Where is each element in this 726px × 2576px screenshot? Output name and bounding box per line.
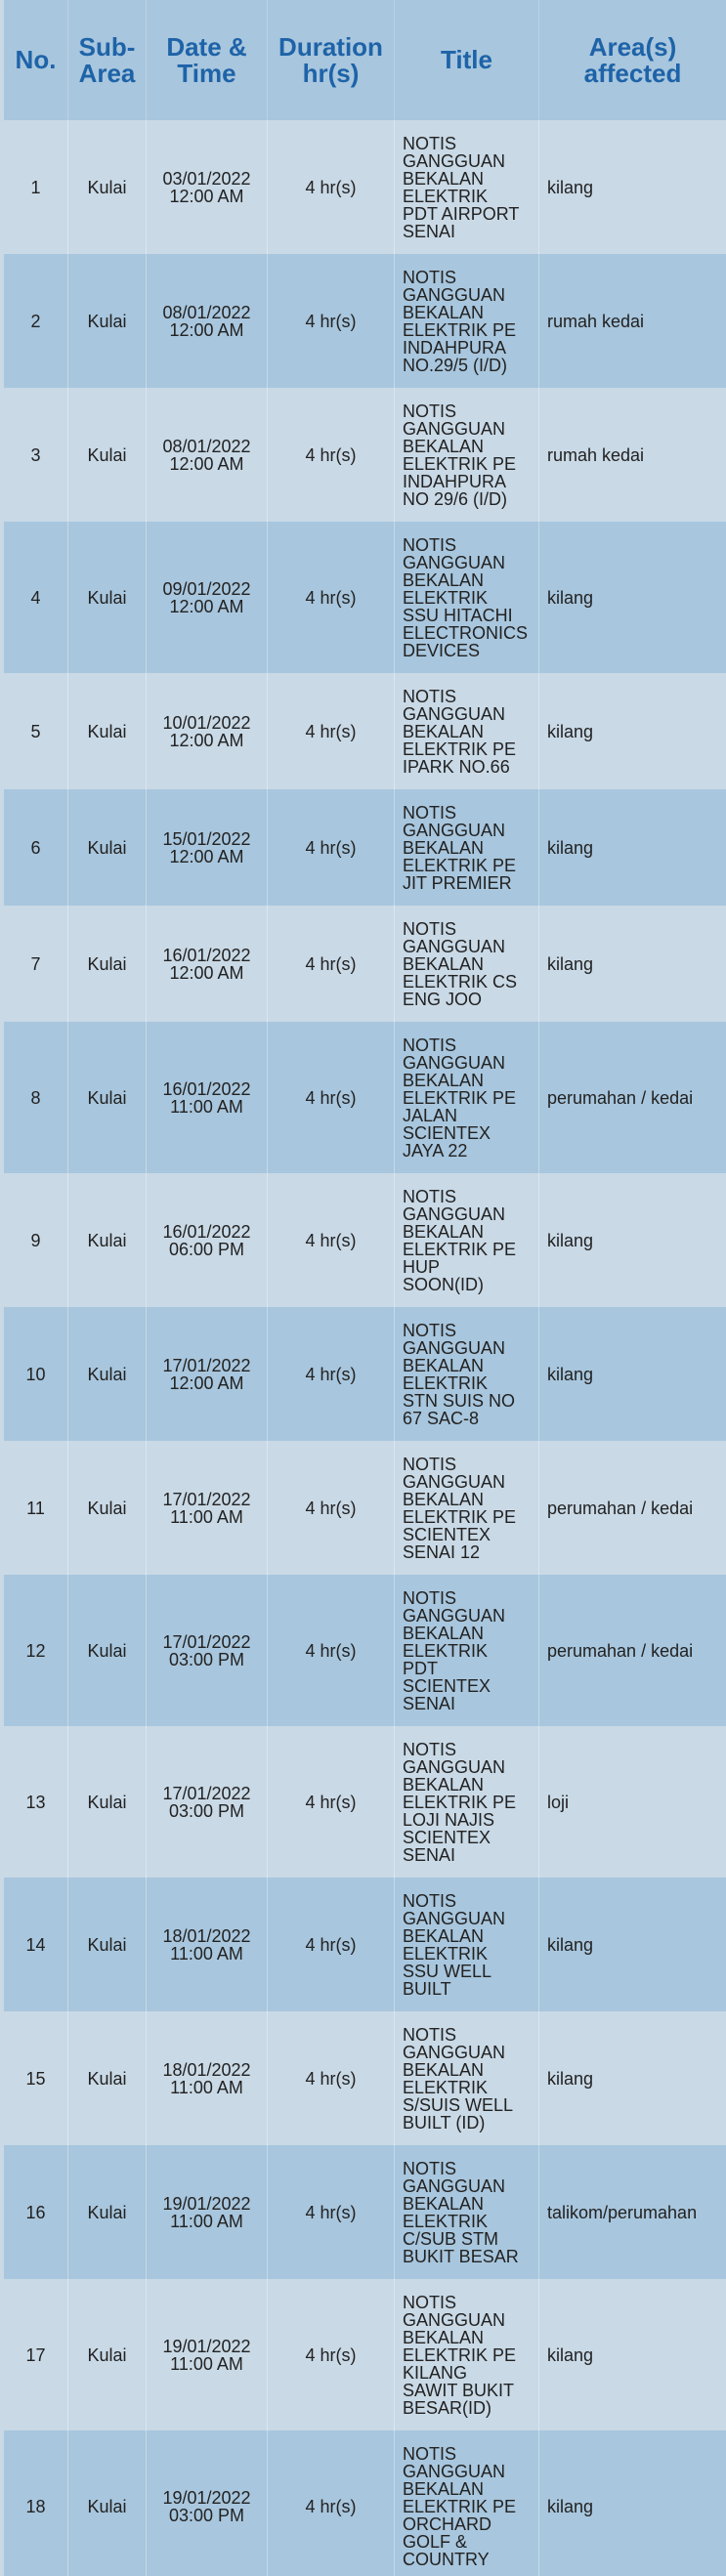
cell-date-time — [147, 254, 268, 388]
cell-area-affected: loji — [547, 1792, 570, 1812]
cell-time: 03:00 PM — [168, 1800, 245, 1821]
table-row — [4, 2279, 726, 2430]
table-row — [4, 120, 726, 254]
cell-duration: 4 hr(s) — [268, 2011, 395, 2145]
cell-area-affected: rumah kedai — [547, 444, 645, 465]
cell-sub-area: Kulai — [68, 2279, 147, 2430]
cell-date: 16/01/2022 — [162, 1078, 251, 1099]
table-row — [4, 388, 726, 522]
outage-table — [4, 0, 726, 2576]
cell-no: 9 — [4, 1173, 68, 1307]
cell-date: 17/01/2022 — [162, 1355, 251, 1375]
cell-duration: 4 hr(s) — [268, 120, 395, 254]
cell-area-affected: kilang — [547, 2496, 594, 2516]
cell-date-time — [147, 1726, 268, 1878]
cell-no: 3 — [4, 388, 68, 522]
cell-area-affected: kilang — [547, 2344, 594, 2365]
cell-area-affected: perumahan / kedai — [547, 1640, 694, 1661]
cell-sub-area: Kulai — [68, 120, 147, 254]
cell-no: 10 — [4, 1307, 68, 1441]
cell-date-time — [147, 1878, 268, 2011]
cell-time: 12:00 AM — [169, 730, 244, 750]
cell-area-affected: kilang — [547, 1934, 594, 1955]
cell-no: 7 — [4, 906, 68, 1022]
cell-area-affected: rumah kedai — [547, 311, 645, 331]
cell-title: NOTIS GANGGUAN BEKALAN ELEKTRIK PE HUP SOON(ID) — [395, 1173, 539, 1307]
cell-time: 11:00 AM — [170, 1943, 243, 1964]
cell-title: NOTIS GANGGUAN BEKALAN ELEKTRIK PE LOJI NAJIS SCIENTEX SENAI — [395, 1726, 539, 1878]
header-date-time: Date & Time — [147, 0, 268, 120]
cell-duration: 4 hr(s) — [268, 906, 395, 1022]
cell-area-affected: kilang — [547, 587, 594, 608]
cell-sub-area: Kulai — [68, 1441, 147, 1575]
cell-time: 11:00 AM — [170, 1506, 243, 1527]
cell-date: 09/01/2022 — [162, 578, 251, 599]
table-header — [4, 0, 726, 120]
cell-area-affected: kilang — [547, 721, 594, 741]
cell-no: 18 — [4, 2430, 68, 2576]
table-body — [4, 120, 726, 2576]
header-sub-area: Sub- Area — [68, 0, 147, 120]
cell-no: 14 — [4, 1878, 68, 2011]
cell-title: NOTIS GANGGUAN BEKALAN ELEKTRIK CS ENG JOO — [395, 906, 539, 1022]
cell-area-affected: kilang — [547, 1364, 594, 1384]
cell-area-affected: kilang — [547, 953, 594, 974]
header-no: No. — [4, 0, 68, 120]
cell-title: NOTIS GANGGUAN BEKALAN ELEKTRIK PE JIT PREMIER — [395, 789, 539, 906]
header-title: Title — [395, 0, 539, 120]
cell-date-time — [147, 388, 268, 522]
cell-no: 1 — [4, 120, 68, 254]
table-row — [4, 1173, 726, 1307]
cell-date-time — [147, 673, 268, 789]
cell-area-affected: kilang — [547, 177, 594, 197]
cell-no: 2 — [4, 254, 68, 388]
cell-no: 16 — [4, 2145, 68, 2279]
cell-date-time — [147, 2279, 268, 2430]
cell-time: 12:00 AM — [169, 962, 244, 983]
cell-date-time — [147, 120, 268, 254]
table-row — [4, 673, 726, 789]
cell-date-time — [147, 2430, 268, 2576]
cell-no: 12 — [4, 1575, 68, 1726]
cell-date: 18/01/2022 — [162, 1925, 251, 1946]
cell-time: 12:00 AM — [169, 453, 244, 474]
table-row — [4, 2430, 726, 2576]
table-row — [4, 1307, 726, 1441]
cell-no: 5 — [4, 673, 68, 789]
cell-duration: 4 hr(s) — [268, 1878, 395, 2011]
cell-sub-area: Kulai — [68, 2430, 147, 2576]
table-row — [4, 2011, 726, 2145]
cell-duration: 4 hr(s) — [268, 2430, 395, 2576]
cell-sub-area: Kulai — [68, 1022, 147, 1173]
cell-title: NOTIS GANGGUAN BEKALAN ELEKTRIK PDT SCIENTEX SENAI — [395, 1575, 539, 1726]
header-areas-affected: Area(s) affected — [583, 31, 682, 88]
cell-date: 18/01/2022 — [162, 2059, 251, 2080]
cell-title: NOTIS GANGGUAN BEKALAN ELEKTRIK PE INDAHPURA NO.29/5 (I/D) — [395, 254, 539, 388]
cell-duration: 4 hr(s) — [268, 1307, 395, 1441]
cell-date: 16/01/2022 — [162, 945, 251, 965]
table-row — [4, 1441, 726, 1575]
cell-sub-area: Kulai — [68, 906, 147, 1022]
cell-date: 19/01/2022 — [162, 2193, 251, 2214]
cell-date-time — [147, 789, 268, 906]
table-row — [4, 1726, 726, 1878]
cell-sub-area: Kulai — [68, 1878, 147, 2011]
cell-date: 15/01/2022 — [162, 828, 251, 849]
cell-date-time — [147, 1441, 268, 1575]
cell-time: 11:00 AM — [170, 2211, 243, 2231]
cell-date: 17/01/2022 — [162, 1489, 251, 1509]
cell-date: 08/01/2022 — [162, 302, 251, 322]
cell-area-affected: talikom/perumahan — [547, 2202, 698, 2222]
cell-no: 8 — [4, 1022, 68, 1173]
cell-area-affected: perumahan / kedai — [547, 1498, 694, 1518]
cell-sub-area: Kulai — [68, 789, 147, 906]
cell-date: 08/01/2022 — [162, 436, 251, 456]
cell-date-time — [147, 1307, 268, 1441]
cell-title: NOTIS GANGGUAN BEKALAN ELEKTRIK C/SUB STM BUKIT BESAR — [395, 2145, 539, 2279]
cell-time: 12:00 AM — [169, 1372, 244, 1393]
cell-date: 17/01/2022 — [162, 1783, 251, 1803]
cell-time: 11:00 AM — [170, 2353, 243, 2374]
cell-title: NOTIS GANGGUAN BEKALAN ELEKTRIK PE ORCHARD GOLF & COUNTRY — [395, 2430, 539, 2576]
cell-area-affected: perumahan / kedai — [547, 1087, 694, 1108]
cell-title: NOTIS GANGGUAN BEKALAN ELEKTRIK PE KILANG SAWIT BUKIT BESAR(ID) — [395, 2279, 539, 2430]
cell-duration: 4 hr(s) — [268, 1575, 395, 1726]
cell-date: 19/01/2022 — [162, 2336, 251, 2356]
cell-sub-area: Kulai — [68, 673, 147, 789]
cell-no: 6 — [4, 789, 68, 906]
cell-title: NOTIS GANGGUAN BEKALAN ELEKTRIK PE SCIENTEX SENAI 12 — [395, 1441, 539, 1575]
cell-duration: 4 hr(s) — [268, 254, 395, 388]
cell-duration: 4 hr(s) — [268, 522, 395, 673]
cell-no: 11 — [4, 1441, 68, 1575]
cell-title: NOTIS GANGGUAN BEKALAN ELEKTRIK PE INDAHPURA NO 29/6 (I/D) — [395, 388, 539, 522]
cell-title: NOTIS GANGGUAN BEKALAN ELEKTRIK S/SUIS WELL BUILT (ID) — [395, 2011, 539, 2145]
table-row — [4, 1575, 726, 1726]
cell-sub-area: Kulai — [68, 1173, 147, 1307]
cell-date-time — [147, 1575, 268, 1726]
cell-no: 15 — [4, 2011, 68, 2145]
cell-date-time — [147, 906, 268, 1022]
cell-title: NOTIS GANGGUAN BEKALAN ELEKTRIK SSU HITACHI ELECTRONICS DEVICES — [395, 522, 539, 673]
cell-date-time — [147, 1173, 268, 1307]
cell-time: 12:00 AM — [169, 186, 244, 206]
cell-time: 06:00 PM — [168, 1239, 245, 1259]
cell-no: 17 — [4, 2279, 68, 2430]
cell-time: 11:00 AM — [170, 2077, 243, 2097]
cell-duration: 4 hr(s) — [268, 789, 395, 906]
cell-date-time — [147, 1022, 268, 1173]
cell-title: NOTIS GANGGUAN BEKALAN ELEKTRIK PE IPARK NO.66 — [395, 673, 539, 789]
cell-area-affected: kilang — [547, 2068, 594, 2089]
table-row — [4, 254, 726, 388]
cell-time: 03:00 PM — [168, 2505, 245, 2525]
cell-title: NOTIS GANGGUAN BEKALAN ELEKTRIK PE JALAN SCIENTEX JAYA 22 — [395, 1022, 539, 1173]
cell-sub-area: Kulai — [68, 254, 147, 388]
cell-duration: 4 hr(s) — [268, 1173, 395, 1307]
cell-duration: 4 hr(s) — [268, 388, 395, 522]
cell-date: 19/01/2022 — [162, 2487, 251, 2508]
cell-sub-area: Kulai — [68, 1307, 147, 1441]
cell-area-affected: kilang — [547, 837, 594, 858]
table-row — [4, 906, 726, 1022]
cell-date-time — [147, 522, 268, 673]
table-row — [4, 789, 726, 906]
cell-no: 4 — [4, 522, 68, 673]
cell-time: 12:00 AM — [169, 596, 244, 616]
cell-sub-area: Kulai — [68, 1726, 147, 1878]
cell-sub-area: Kulai — [68, 522, 147, 673]
cell-date: 17/01/2022 — [162, 1631, 251, 1652]
cell-sub-area: Kulai — [68, 2011, 147, 2145]
table-row — [4, 522, 726, 673]
cell-area-affected: kilang — [547, 1230, 594, 1250]
cell-sub-area: Kulai — [68, 388, 147, 522]
cell-duration: 4 hr(s) — [268, 1441, 395, 1575]
cell-duration: 4 hr(s) — [268, 673, 395, 789]
cell-duration: 4 hr(s) — [268, 2145, 395, 2279]
cell-no: 13 — [4, 1726, 68, 1878]
cell-sub-area: Kulai — [68, 2145, 147, 2279]
table-row — [4, 1878, 726, 2011]
cell-time: 03:00 PM — [168, 1649, 245, 1669]
cell-date-time — [147, 2011, 268, 2145]
cell-sub-area: Kulai — [68, 1575, 147, 1726]
cell-time: 12:00 AM — [169, 319, 244, 340]
cell-duration: 4 hr(s) — [268, 1726, 395, 1878]
table-row — [4, 2145, 726, 2279]
header-duration: Duration hr(s) — [268, 0, 395, 120]
cell-title: NOTIS GANGGUAN BEKALAN ELEKTRIK STN SUIS NO 67 SAC-8 — [395, 1307, 539, 1441]
cell-date: 03/01/2022 — [162, 168, 251, 189]
cell-time: 12:00 AM — [169, 846, 244, 866]
outage-table-container — [4, 0, 726, 2576]
cell-time: 11:00 AM — [170, 1096, 243, 1117]
cell-title: NOTIS GANGGUAN BEKALAN ELEKTRIK SSU WELL BUILT — [395, 1878, 539, 2011]
cell-duration: 4 hr(s) — [268, 1022, 395, 1173]
cell-date-time — [147, 2145, 268, 2279]
cell-date: 10/01/2022 — [162, 712, 251, 733]
cell-title: NOTIS GANGGUAN BEKALAN ELEKTRIK PDT AIRPORT SENAI — [395, 120, 539, 254]
cell-duration: 4 hr(s) — [268, 2279, 395, 2430]
cell-date: 16/01/2022 — [162, 1221, 251, 1242]
table-row — [4, 1022, 726, 1173]
